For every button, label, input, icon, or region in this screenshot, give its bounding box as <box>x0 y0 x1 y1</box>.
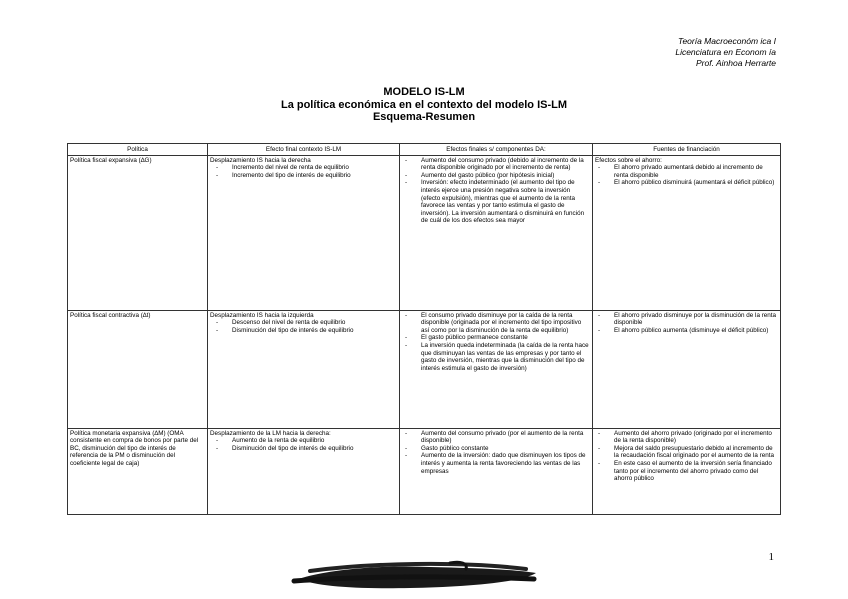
list-item: - En este caso el aumento de la inversión sería financiado tanto por el incremento del ahorro privado como del ahorro público <box>595 460 778 483</box>
list-item: - Aumento del consumo privado (debido al incremento de la renta disponible originado por el incremento de renta) <box>402 157 590 172</box>
is-lm-title: Desplazamiento IS hacia la derecha <box>210 156 311 164</box>
list-item: - Mejora del saldo presupuestario debido al incremento de la recaudación fiscal originado por el aumento de la renta <box>595 445 778 460</box>
list-item: - Inversión: efecto indeterminado (el aumento del tipo de interés ejerce una presión negativa sobre la inversión (efecto expulsión), mientras que el aumento de la renta favorece las ventas y por tanto estimula el gasto de inversión). La inversión aumentará o disminuirá en función de cuál de los dos efectos sea mayor <box>402 179 590 225</box>
list-item: - Gasto público constante <box>402 445 590 453</box>
header-policy: Política <box>68 144 208 156</box>
course-header <box>675 36 776 69</box>
table-row <box>68 155 781 310</box>
policy-name: Política fiscal expansiva (∆G) <box>70 156 152 164</box>
policy-cell <box>68 155 208 310</box>
document-title <box>0 86 848 124</box>
list-item: - Aumento del ahorro privado (originado por el incremento de la renta disponible) <box>595 430 778 445</box>
funding-cell <box>593 310 781 428</box>
da-list <box>402 312 590 373</box>
is-lm-list <box>210 437 397 452</box>
list-item: - La inversión queda indeterminada (la caída de la renta hace que disminuyan las ventas de las empresas y por tanto el gasto de inversión, mientras que la disminución del tipo de interés estimula el gasto de inversión) <box>402 342 590 372</box>
is-lm-cell <box>208 310 400 428</box>
title-subtitle: La política económica en el contexto del modelo IS-LM <box>280 98 568 111</box>
policy-summary-table <box>67 143 781 515</box>
list-item: - El ahorro público aumenta (disminuye el déficit público) <box>595 327 778 335</box>
degree-name: Licenciatura en Econom ía <box>675 47 776 57</box>
is-lm-title: Desplazamiento de la LM hacia la derecha: <box>210 429 331 437</box>
da-list <box>402 157 590 225</box>
da-list <box>402 430 590 476</box>
course-title: Teoría Macroeconóm ica I <box>678 36 776 46</box>
list-item: - Disminución del tipo de interés de equilibrio <box>210 445 397 453</box>
list-item: - El consumo privado disminuye por la caída de la renta disponible (originada por el incremento del tipo impositivo así como por la disminución de la renta de equilibrio) <box>402 312 590 335</box>
list-item: - El gasto público permanece constante <box>402 334 590 342</box>
funding-cell <box>593 428 781 514</box>
policy-name: Política fiscal contractiva (∆t) <box>70 311 151 319</box>
list-item: - Aumento del consumo privado (por el aumento de la renta disponible) <box>402 430 590 445</box>
policy-cell <box>68 310 208 428</box>
list-item: - Incremento del nivel de renta de equilibrio <box>210 164 397 172</box>
list-item: - Aumento de la inversión: dado que disminuyen los tipos de interés y aumenta la renta favoreciendo las ventas de las empresas <box>402 452 590 475</box>
is-lm-list <box>210 164 397 179</box>
list-item: - Aumento del gasto público (por hipótesis inicial) <box>402 172 590 180</box>
is-lm-cell <box>208 428 400 514</box>
list-item: - El ahorro privado aumentará debido al incremento de renta disponible <box>595 164 778 179</box>
funding-list <box>595 312 778 335</box>
funding-cell <box>593 155 781 310</box>
is-lm-title: Desplazamiento IS hacia la izquierda <box>210 311 314 319</box>
funding-list <box>595 430 778 483</box>
da-cell <box>400 155 593 310</box>
da-cell <box>400 428 593 514</box>
list-item: - Descenso del nivel de renta de equilibrio <box>210 319 397 327</box>
funding-title: Efectos sobre el ahorro: <box>595 156 662 164</box>
page-number: 1 <box>768 551 774 563</box>
list-item: - Aumento de la renta de equilibrio <box>210 437 397 445</box>
funding-list <box>595 164 778 187</box>
title-scheme: Esquema-Resumen <box>372 111 476 123</box>
table-row <box>68 310 781 428</box>
header-funding: Fuentes de financiación <box>593 144 781 156</box>
is-lm-cell <box>208 155 400 310</box>
title-main: MODELO IS-LM <box>383 86 465 98</box>
da-cell <box>400 310 593 428</box>
policy-name: Política monetaria expansiva (∆M) (OMA consistente en compra de bonos por parte del BC, disminución del tipo de interés de referencia de la PM o disminución del coeficiente legal de caja) <box>70 429 199 467</box>
list-item: - Incremento del tipo de interés de equilibrio <box>210 172 397 180</box>
header-da-effects: Efectos finales s/ componentes DA: <box>400 144 593 156</box>
table-row <box>68 428 781 514</box>
policy-cell <box>68 428 208 514</box>
professor-name: Prof. Ainhoa Herrarte <box>696 58 776 68</box>
redaction-scribble <box>290 557 540 593</box>
list-item: - Disminución del tipo de interés de equilibrio <box>210 327 397 335</box>
table-header-row <box>68 144 781 156</box>
is-lm-list <box>210 319 397 334</box>
list-item: - El ahorro privado disminuye por la disminución de la renta disponible <box>595 312 778 327</box>
list-item: - El ahorro público disminuirá (aumentará el déficit público) <box>595 179 778 187</box>
header-is-lm-effect: Efecto final contexto IS-LM <box>208 144 400 156</box>
